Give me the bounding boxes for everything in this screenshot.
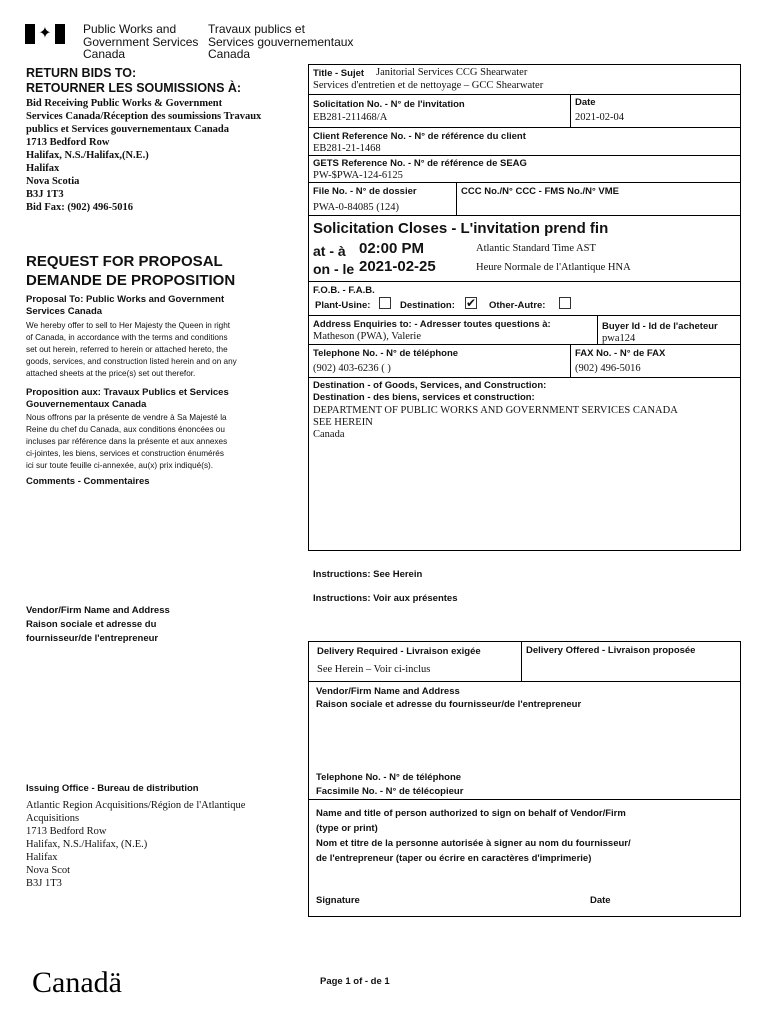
solicitation-label: Solicitation No. - N° de l'invitation	[313, 99, 465, 110]
department-name-fr	[208, 23, 353, 61]
divider	[308, 215, 741, 216]
title-label: Title - Sujet	[313, 68, 365, 79]
plant-label: Plant-Usine:	[315, 300, 371, 311]
proposal-to-heading	[26, 294, 224, 317]
dept-fr-line: Services gouvernementaux	[208, 34, 354, 49]
canada-wordmark: Canadä	[32, 966, 122, 999]
return-bids-line: RETURN BIDS TO:	[26, 66, 137, 80]
buyer-id-value: pwa124	[602, 333, 636, 344]
dept-en-line: Public Works and	[83, 22, 177, 36]
issuing-office-label: Issuing Office - Bureau de distribution	[26, 783, 199, 794]
divider	[308, 94, 741, 95]
rfp-title-line: REQUEST FOR PROPOSAL	[26, 253, 223, 270]
office-line: Atlantic Region Acquisitions/Région de l'Atlantique	[26, 800, 246, 811]
address-line: Nova Scotia	[26, 176, 80, 187]
bid-receiving-address	[26, 97, 288, 214]
office-line: 1713 Bedford Row	[26, 826, 107, 837]
divider	[570, 94, 571, 127]
department-name-en	[83, 23, 198, 61]
dept-fr-line: Travaux publics et	[208, 22, 305, 36]
proposal-to-line: Proposal To: Public Works and Government	[26, 294, 225, 305]
solicitation-value: EB281-211468/A	[313, 112, 388, 123]
divider	[308, 315, 741, 316]
delivery-offered-label: Delivery Offered - Livraison proposée	[526, 645, 696, 656]
file-label: File No. - N° de dossier	[313, 186, 417, 197]
destination-label: Destination - of Goods, Services, and Construction:	[313, 380, 547, 391]
address-line: Halifax, N.S./Halifax,(N.E.)	[26, 150, 149, 161]
check-mark-icon: ✔	[466, 296, 477, 310]
file-value: PWA-0-84085 (124)	[313, 202, 400, 213]
date-label: Date	[575, 97, 596, 108]
rfp-title-line: DEMANDE DE PROPOSITION	[26, 272, 236, 289]
proposition-text-line: incluses par référence dans la présente et aux annexes	[26, 437, 228, 446]
destination-line: Canada	[313, 429, 345, 440]
delivery-required-value: See Herein – Voir ci-inclus	[317, 664, 431, 675]
vendor-name-left-label	[26, 604, 170, 646]
destination-label-fr: Destination - des biens, services et construction:	[313, 392, 535, 403]
proposal-text-line: of Canada, in accordance with the terms and conditions	[26, 333, 228, 342]
vendor-firm-label: Vendor/Firm Name and Address	[316, 686, 460, 697]
address-line: B3J 1T3	[26, 189, 64, 200]
divider	[308, 799, 741, 800]
auth-label-line: Nom et titre de la personne autorisée à signer au nom du fournisseur/	[316, 838, 631, 849]
gets-label: GETS Reference No. - N° de référence de SEAG	[313, 158, 527, 169]
closes-title: Solicitation Closes - L'invitation prend fin	[313, 220, 609, 237]
address-line: Bid Receiving Public Works & Government	[26, 98, 223, 109]
proposition-aux-line: Gouvernementaux Canada	[26, 398, 147, 410]
buyer-id-label: Buyer Id - Id de l'acheteur	[602, 321, 718, 332]
destination-value	[313, 405, 678, 441]
destination-line: SEE HEREIN	[313, 417, 373, 428]
date-value: 2021-02-04	[575, 112, 624, 123]
telephone-label: Telephone No. - N° de téléphone	[313, 348, 459, 359]
proposition-text-line: Nous offrons par la présente de vendre à Sa Majesté la	[26, 413, 227, 422]
address-enquiries-label: Address Enquiries to: - Adresser toutes questions à:	[313, 319, 551, 330]
proposition-text	[26, 412, 227, 472]
page-number: Page 1 of - de 1	[320, 976, 390, 987]
comments-label: Comments - Commentaires	[26, 476, 150, 487]
gets-value: PW-$PWA-124-6125	[313, 170, 403, 181]
divider	[308, 182, 741, 183]
other-label: Other-Autre:	[489, 300, 546, 311]
office-line: Nova Scot	[26, 865, 71, 876]
issuing-office-address	[26, 799, 245, 890]
destination-checkbox[interactable]	[465, 297, 477, 309]
vendor-name-line: Vendor/Firm Name and Address	[26, 605, 170, 616]
destination-fob-label: Destination:	[400, 300, 455, 311]
proposal-text	[26, 320, 237, 380]
other-checkbox[interactable]	[559, 297, 571, 309]
divider	[308, 127, 741, 128]
divider	[308, 377, 741, 378]
divider	[308, 681, 741, 682]
proposition-text-line: Reine du chef du Canada, aux conditions énoncées ou	[26, 425, 225, 434]
address-line: Services Canada/Réception des soumissions Travaux	[26, 111, 262, 122]
return-bids-heading	[26, 66, 241, 96]
address-line: publics et Services gouvernementaux Canada	[26, 124, 229, 135]
auth-label-line: de l'entrepreneur (taper ou écrire en caractères d'imprimerie)	[316, 853, 592, 864]
proposal-text-line: goods, services, and construction listed herein and on any	[26, 357, 237, 366]
fob-label: F.O.B. - F.A.B.	[313, 285, 375, 296]
closing-date: 2021-02-25	[359, 258, 436, 275]
fax-value: (902) 496-5016	[575, 363, 641, 374]
telephone-value: (902) 403-6236 ( )	[313, 363, 391, 374]
proposition-text-line: ci-jointes, les biens, services et construction énumérés	[26, 449, 224, 458]
proposal-text-line: attached sheets at the price(s) set out therefor.	[26, 369, 196, 378]
auth-label-line: Name and title of person authorized to sign on behalf of Vendor/Firm	[316, 808, 626, 819]
return-bids-line: RETOURNER LES SOUMISSIONS À:	[26, 81, 242, 95]
address-line: Bid Fax: (902) 496-5016	[26, 202, 134, 213]
ccc-label: CCC No./N° CCC - FMS No./N° VME	[461, 186, 620, 197]
instructions-fr: Instructions: Voir aux présentes	[313, 593, 458, 604]
on-label: on - le	[313, 261, 355, 277]
office-line: Acquisitions	[26, 813, 80, 824]
client-ref-value: EB281-21-1468	[313, 143, 381, 154]
proposal-text-line: We hereby offer to sell to Her Majesty the Queen in right	[26, 321, 231, 330]
divider	[308, 344, 741, 345]
divider	[521, 641, 522, 681]
plant-checkbox[interactable]	[379, 297, 391, 309]
instructions-en: Instructions: See Herein	[313, 569, 423, 580]
divider	[597, 315, 598, 344]
divider	[308, 155, 741, 156]
at-label: at - à	[313, 243, 346, 259]
proposal-text-line: set out herein, referred to herein or attached hereto, the	[26, 345, 228, 354]
proposition-aux-line: Proposition aux: Travaux Publics et Services	[26, 387, 229, 398]
divider	[570, 344, 571, 377]
dept-fr-line: Canada	[208, 47, 251, 61]
vendor-telephone-label: Telephone No. - N° de téléphone	[316, 772, 462, 783]
vendor-firm-label-fr: Raison sociale et adresse du fournisseur/de l'entrepreneur	[316, 699, 582, 710]
signature-label: Signature	[316, 895, 360, 906]
closing-time: 02:00 PM	[359, 240, 425, 257]
canada-flag-icon: ✦	[25, 24, 65, 44]
timezone-en: Atlantic Standard Time AST	[476, 243, 596, 254]
fax-label: FAX No. - N° de FAX	[575, 348, 666, 359]
title-value: Janitorial Services CCG Shearwater	[376, 67, 528, 78]
auth-label-line: (type or print)	[316, 823, 378, 834]
office-line: B3J 1T3	[26, 878, 62, 889]
authorized-signer-label	[316, 806, 631, 866]
proposal-to-line: Services Canada	[26, 305, 103, 317]
dept-en-line: Government Services	[83, 34, 199, 49]
divider	[456, 182, 457, 215]
proposition-text-line: ici sur toute feuille ci-annexée, au(x) prix indiqué(s).	[26, 461, 214, 470]
delivery-required-label: Delivery Required - Livraison exigée	[317, 646, 481, 657]
rfp-title	[26, 252, 235, 290]
vendor-fax-label: Facsimile No. - N° de télécopieur	[316, 786, 464, 797]
timezone-fr: Heure Normale de l'Atlantique HNA	[476, 262, 631, 273]
address-line: 1713 Bedford Row	[26, 137, 110, 148]
office-line: Halifax	[26, 852, 58, 863]
destination-line: DEPARTMENT OF PUBLIC WORKS AND GOVERNMENT SERVICES CANADA	[313, 405, 678, 416]
proposition-aux-heading	[26, 387, 229, 410]
dept-en-line: Canada	[83, 47, 126, 61]
client-ref-label: Client Reference No. - N° de référence du client	[313, 131, 526, 142]
office-line: Halifax, N.S./Halifax, (N.E.)	[26, 839, 148, 850]
address-enquiries-value: Matheson (PWA), Valerie	[313, 331, 421, 342]
divider	[308, 281, 741, 282]
vendor-name-line: Raison sociale et adresse du	[26, 619, 157, 630]
vendor-name-line: fournisseur/de l'entrepreneur	[26, 633, 159, 644]
signature-date-label: Date	[590, 895, 611, 906]
title-value-fr: Services d'entretien et de nettoyage – GCC Shearwater	[313, 80, 544, 91]
address-line: Halifax	[26, 163, 60, 174]
